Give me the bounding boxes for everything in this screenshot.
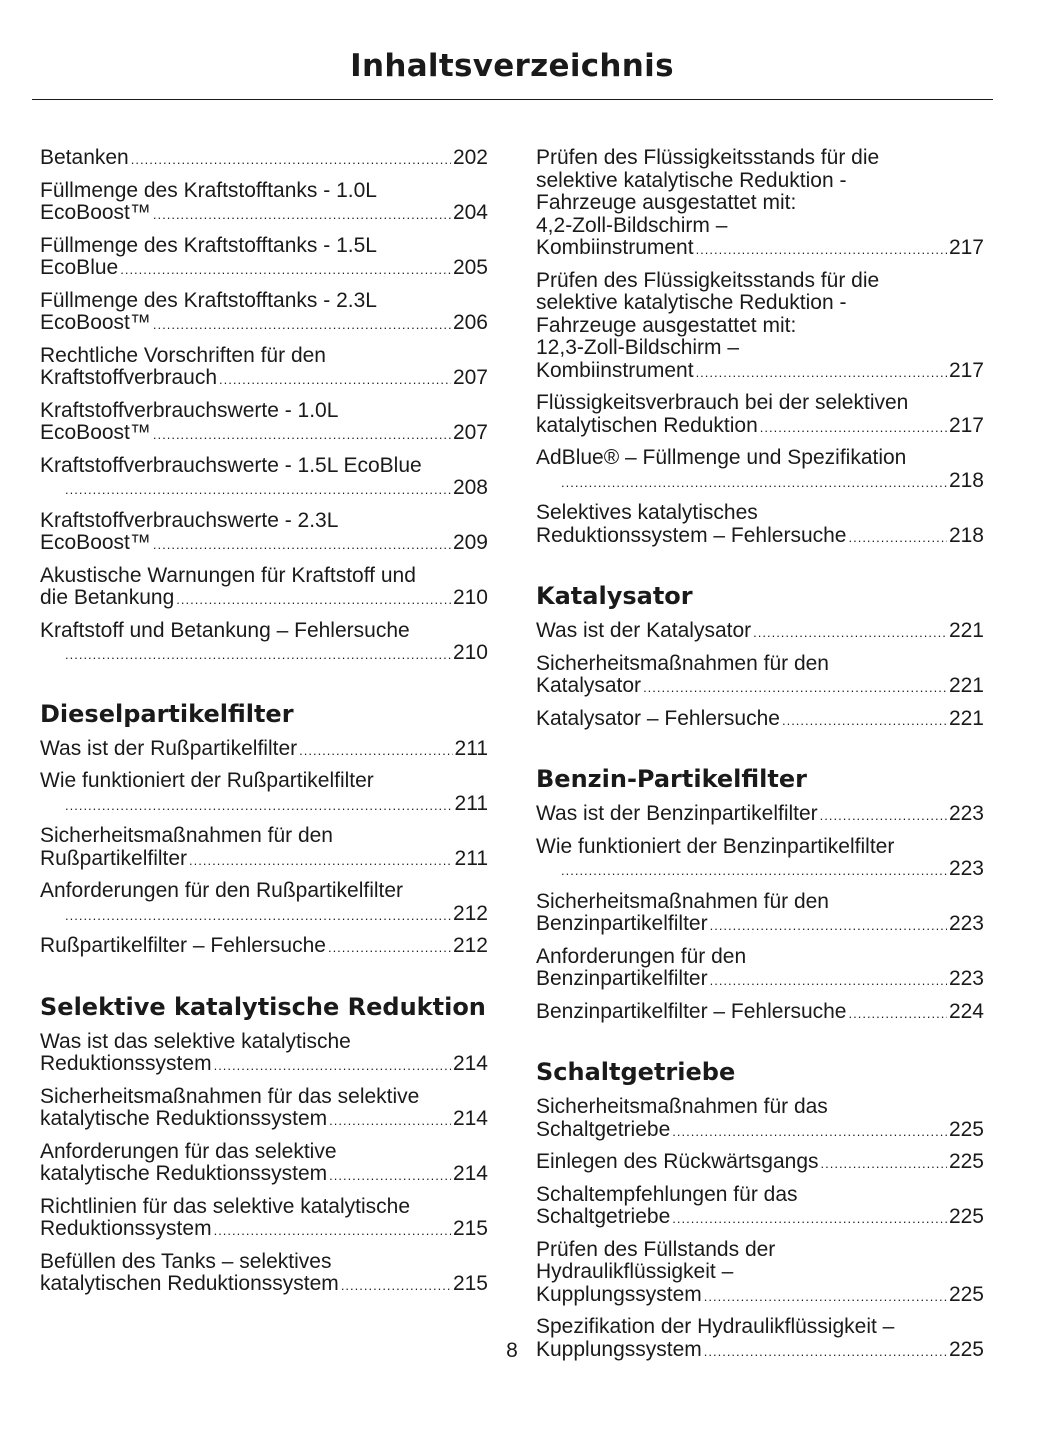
toc-entry-text: 12,3-Zoll-Bildschirm – <box>536 336 740 359</box>
toc-entry-page-number: 221 <box>948 674 984 697</box>
toc-entry-page-number: 218 <box>948 468 984 492</box>
toc-entry-page-number: 211 <box>454 791 488 815</box>
dot-leader <box>176 589 451 612</box>
toc-entry-last-line <box>63 477 488 502</box>
toc-entry-page-number: 223 <box>948 857 984 880</box>
toc-entry-page-number: 208 <box>452 476 488 499</box>
toc-entry-text: Benzinpartikelfilter <box>536 912 708 935</box>
toc-entry-page-number: 217 <box>948 413 984 437</box>
toc-entry-sicherheitsmassnahmen-fur-den[interactable] <box>536 653 984 700</box>
toc-entry-wie-funktioniert-der-russpartikelfilter[interactable] <box>40 770 488 817</box>
toc-entry-page-number: 207 <box>452 421 488 444</box>
toc-entry-last-line <box>40 1052 488 1078</box>
toc-entry-text: Sicherheitsmaßnahmen für den <box>536 651 829 675</box>
toc-entry-text: AdBlue® – Füllmenge und Spezifikation <box>536 446 907 469</box>
toc-entry-page-number: 206 <box>452 311 488 334</box>
toc-entry-text: Was ist der Rußpartikelfilter <box>40 736 298 760</box>
section-heading-dieselpartikelfilter: Dieselpartikelfilter <box>40 699 294 728</box>
toc-entry-page-number: 202 <box>452 146 488 169</box>
toc-entry-last-line <box>40 146 488 172</box>
dot-leader <box>65 644 451 667</box>
toc-entry-last-line <box>536 1205 984 1231</box>
toc-entry-last-line <box>536 912 984 938</box>
toc-entry-prufen-des-flussigkeitsstands-fur-die[interactable] <box>536 147 984 262</box>
toc-entry-last-line <box>40 1107 488 1133</box>
toc-entry-last-line <box>63 903 488 928</box>
toc-entry-page-number: 214 <box>452 1052 488 1075</box>
toc-entry-prufen-des-fullstands-der[interactable] <box>536 1239 984 1309</box>
toc-entry-text: Sicherheitsmaßnahmen für das selektive <box>40 1084 420 1108</box>
toc-entry-text: Fahrzeuge ausgestattet mit: <box>536 191 797 214</box>
dot-leader <box>329 1165 451 1188</box>
dot-leader <box>65 905 451 928</box>
toc-entry-page-number: 225 <box>948 1117 984 1141</box>
toc-entry-adblue-fullmenge-und-spezifikation[interactable] <box>536 447 984 494</box>
toc-entry-last-line <box>40 531 488 557</box>
toc-entry-text: Akustische Warnungen für Kraftstoff und <box>40 563 416 587</box>
section-heading-schaltgetriebe: Schaltgetriebe <box>536 1058 736 1086</box>
toc-entry-text: Selektives katalytisches <box>536 501 758 524</box>
dot-leader <box>782 710 947 733</box>
toc-entry-text: Einlegen des Rückwärtsgangs <box>536 1150 819 1173</box>
toc-entry-was-ist-der-katalysator[interactable] <box>536 620 984 645</box>
toc-entry-text: Was ist der Katalysator <box>536 619 752 642</box>
toc-entry-last-line <box>536 674 984 700</box>
dot-leader <box>65 479 451 502</box>
toc-entry-text: Schaltgetriebe <box>536 1205 671 1228</box>
dot-leader <box>120 259 451 282</box>
dot-leader <box>65 795 453 818</box>
toc-entry-last-line <box>536 706 984 733</box>
toc-entry-selektives-katalytisches[interactable] <box>536 502 984 549</box>
toc-entry-text: katalytischen Reduktionssystem <box>40 1272 339 1295</box>
toc-entry-page-number: 210 <box>452 641 488 664</box>
toc-entry-text: Reduktionssystem <box>40 1052 212 1075</box>
toc-entry-last-line <box>536 523 984 550</box>
toc-left-column <box>40 147 488 1306</box>
toc-entry-befullen-des-tanks-selektives[interactable] <box>40 1251 488 1298</box>
toc-entry-text: Anforderungen für das selektive <box>40 1139 337 1163</box>
toc-entry-text: katalytische Reduktionssystem <box>40 1162 328 1185</box>
toc-entry-page-number: 211 <box>454 736 488 760</box>
dot-leader <box>821 1153 947 1176</box>
dot-leader <box>696 362 947 385</box>
toc-entry-kraftstoffverbrauchswerte-1-5l-ecoblue[interactable] <box>40 455 488 502</box>
toc-entry-last-line <box>40 311 488 337</box>
toc-entry-text: Katalysator <box>536 674 642 697</box>
toc-entry-last-line <box>40 736 488 763</box>
toc-entry-text: Kraftstoffverbrauchswerte - 2.3L <box>40 508 339 532</box>
toc-entry-text: Rußpartikelfilter – Fehlersuche <box>40 934 326 957</box>
toc-entry-text: EcoBoost™ <box>40 421 151 444</box>
toc-entry-text: Rechtliche Vorschriften für den <box>40 343 326 367</box>
toc-entry-page-number: 214 <box>452 1162 488 1185</box>
dot-leader <box>760 417 947 440</box>
toc-entry-last-line <box>40 201 488 227</box>
toc-entry-last-line <box>536 967 984 993</box>
toc-entry-text: Kupplungssystem <box>536 1282 702 1306</box>
toc-entry-text: Schaltempfehlungen für das <box>536 1182 798 1206</box>
toc-entry-russpartikelfilter-fehlersuche[interactable] <box>40 935 488 960</box>
toc-entry-page-number: 215 <box>452 1217 488 1240</box>
toc-entry-text: Füllmenge des Kraftstofftanks - 1.0L <box>40 178 377 202</box>
toc-entry-text: Prüfen des Flüssigkeitsstands für die <box>536 146 880 169</box>
toc-entry-text: Kraftstoffverbrauchswerte - 1.0L <box>40 398 339 422</box>
toc-entry-text: Kombiinstrument <box>536 358 694 382</box>
dot-leader <box>753 622 947 645</box>
toc-entry-rechtliche-vorschriften-fur-den[interactable] <box>40 345 488 392</box>
dot-leader <box>219 369 451 392</box>
toc-entry-page-number: 225 <box>948 1282 984 1306</box>
toc-entry-text: selektive katalytische Reduktion - <box>536 291 847 314</box>
toc-entry-last-line <box>536 1282 984 1309</box>
toc-entry-text: Kraftstoffverbrauch <box>40 366 218 389</box>
toc-entry-anforderungen-fur-den[interactable] <box>536 946 984 993</box>
toc-entry-schaltempfehlungen-fur-das[interactable] <box>536 1184 984 1231</box>
toc-entry-last-line <box>536 1117 984 1144</box>
toc-entry-text: EcoBoost™ <box>40 531 151 554</box>
toc-entry-page-number: 212 <box>452 901 488 925</box>
toc-entry-page-number: 205 <box>452 256 488 279</box>
toc-entry-akustische-warnungen-fur-kraftstoff-und[interactable] <box>40 565 488 612</box>
toc-entry-text: katalytische Reduktionssystem <box>40 1107 328 1130</box>
toc-entry-last-line <box>536 1150 984 1176</box>
dot-leader <box>710 915 947 938</box>
toc-entry-text: EcoBoost™ <box>40 311 151 334</box>
toc-entry-flussigkeitsverbrauch-bei-der-selektiven[interactable] <box>536 392 984 439</box>
dot-leader <box>329 1110 451 1133</box>
section-heading-selektive-katalytische-reduktion: Selektive katalytische Reduktion <box>40 992 486 1021</box>
toc-entry-last-line <box>40 1217 488 1243</box>
toc-entry-text: EcoBoost™ <box>40 201 151 224</box>
toc-entry-kraftstoffverbrauchswerte-1-0l[interactable] <box>40 400 488 447</box>
page-title: Inhaltsverzeichnis <box>350 48 674 84</box>
toc-entry-last-line <box>40 586 488 612</box>
toc-entry-page-number: 210 <box>452 586 488 609</box>
toc-entry-last-line <box>536 413 984 440</box>
toc-entry-text: Flüssigkeitsverbrauch bei der selektiven <box>536 391 909 414</box>
toc-entry-page-number: 209 <box>452 531 488 554</box>
toc-entry-text: EcoBlue <box>40 256 119 279</box>
dot-leader <box>131 149 451 172</box>
toc-entry-text: Kraftstoffverbrauchswerte - 1.5L EcoBlue <box>40 453 422 477</box>
dot-leader <box>710 970 947 993</box>
toc-entry-last-line <box>536 619 984 645</box>
dot-leader <box>214 1220 451 1243</box>
dot-leader <box>643 677 947 700</box>
toc-entry-text: Füllmenge des Kraftstofftanks - 1.5L <box>40 233 377 257</box>
toc-entry-page-number: 204 <box>452 201 488 224</box>
toc-entry-page-number: 223 <box>948 912 984 935</box>
dot-leader <box>849 1003 947 1026</box>
toc-entry-last-line <box>40 421 488 447</box>
toc-entry-page-number: 217 <box>948 358 984 382</box>
toc-entry-page-number: 215 <box>452 1272 488 1295</box>
dot-leader <box>189 850 452 873</box>
toc-entry-page-number: 223 <box>948 802 984 825</box>
toc-entry-text: selektive katalytische Reduktion - <box>536 168 847 192</box>
toc-entry-text: Benzinpartikelfilter – Fehlersuche <box>536 999 847 1023</box>
toc-entry-last-line <box>40 934 488 960</box>
dot-leader <box>214 1055 451 1078</box>
toc-entry-kraftstoff-und-betankung-fehlersuche[interactable] <box>40 620 488 667</box>
toc-entry-text: die Betankung <box>40 586 175 609</box>
toc-entry-last-line <box>40 846 488 873</box>
section-heading-katalysator: Katalysator <box>536 582 693 610</box>
toc-entry-text: Wie funktioniert der Rußpartikelfilter <box>40 769 374 792</box>
dot-leader <box>153 424 451 447</box>
toc-entry-last-line <box>559 858 984 883</box>
toc-entry-sicherheitsmassnahmen-fur-den[interactable] <box>40 825 488 872</box>
toc-entry-page-number: 212 <box>452 934 488 957</box>
dot-leader <box>561 472 947 495</box>
toc-entry-last-line <box>536 802 984 828</box>
toc-entry-page-number: 211 <box>454 846 488 870</box>
toc-entry-fullmenge-des-kraftstofftanks-1-5l[interactable] <box>40 235 488 282</box>
toc-entry-kraftstoffverbrauchswerte-2-3l[interactable] <box>40 510 488 557</box>
toc-entry-last-line <box>40 1272 488 1298</box>
toc-entry-sicherheitsmassnahmen-fur-das[interactable] <box>536 1096 984 1143</box>
toc-entry-text: Was ist das selektive katalytische <box>40 1029 351 1053</box>
toc-entry-text: Sicherheitsmaßnahmen für das <box>536 1095 828 1118</box>
toc-entry-text: 4,2-Zoll-Bildschirm – <box>536 213 728 237</box>
toc-entry-text: Kombiinstrument <box>536 236 694 259</box>
toc-entry-text: Anforderungen für den Rußpartikelfilter <box>40 879 404 902</box>
toc-entry-page-number: 225 <box>948 1337 984 1361</box>
dot-leader <box>848 527 946 550</box>
toc-entry-text: Rußpartikelfilter <box>40 846 188 870</box>
toc-entry-text: Prüfen des Flüssigkeitsstands für die <box>536 268 880 292</box>
toc-entry-was-ist-das-selektive-katalytische[interactable] <box>40 1031 488 1078</box>
toc-entry-page-number: 207 <box>452 366 488 389</box>
toc-entry-text: Hydraulikflüssigkeit – <box>536 1260 734 1283</box>
toc-entry-text: Reduktionssystem – Fehlersuche <box>536 523 847 547</box>
toc-entry-text: Schaltgetriebe <box>536 1117 671 1141</box>
dot-leader <box>153 314 451 337</box>
dot-leader <box>153 204 451 227</box>
toc-entry-prufen-des-flussigkeitsstands-fur-die[interactable] <box>536 270 984 385</box>
toc-entry-was-ist-der-russpartikelfilter[interactable] <box>40 738 488 763</box>
toc-entry-text: Befüllen des Tanks – selektives <box>40 1249 332 1273</box>
toc-entry-richtlinien-fur-das-selektive-katalytisc[interactable] <box>40 1196 488 1243</box>
toc-entry-text: Fahrzeuge ausgestattet mit: <box>536 313 797 337</box>
toc-entry-text: Sicherheitsmaßnahmen für den <box>40 824 333 847</box>
toc-entry-text: Sicherheitsmaßnahmen für den <box>536 889 829 913</box>
toc-entry-last-line <box>536 236 984 262</box>
dot-leader <box>561 860 947 883</box>
toc-entry-text: Kraftstoff und Betankung – Fehlersuche <box>40 618 410 642</box>
toc-entry-last-line <box>559 470 984 495</box>
toc-entry-anforderungen-fur-den-russpartikelfilter[interactable] <box>40 880 488 927</box>
title-divider <box>32 99 993 100</box>
toc-entry-was-ist-der-benzinpartikelfilter[interactable] <box>536 803 984 828</box>
toc-entry-einlegen-des-ruckwartsgangs[interactable] <box>536 1151 984 1176</box>
dot-leader <box>672 1208 947 1231</box>
dot-leader <box>672 1121 947 1144</box>
toc-entry-text: Füllmenge des Kraftstofftanks - 2.3L <box>40 288 377 312</box>
dot-leader <box>341 1275 451 1298</box>
toc-entry-text: Richtlinien für das selektive katalytische <box>40 1194 411 1218</box>
toc-entry-text: Spezifikation der Hydraulikflüssigkeit – <box>536 1315 895 1338</box>
toc-entry-last-line <box>40 1162 488 1188</box>
toc-entry-katalysator-fehlersuche[interactable] <box>536 708 984 733</box>
toc-entry-last-line <box>536 358 984 385</box>
section-heading-benzin-partikelfilter: Benzin-Partikelfilter <box>536 765 807 793</box>
page-number: 8 <box>506 1339 518 1362</box>
toc-entry-page-number: 221 <box>948 619 984 642</box>
dot-leader <box>328 937 451 960</box>
toc-entry-fullmenge-des-kraftstofftanks-2-3l[interactable] <box>40 290 488 337</box>
toc-entry-page-number: 217 <box>948 236 984 259</box>
dot-leader <box>704 1286 947 1309</box>
toc-entry-text: Benzinpartikelfilter <box>536 967 708 990</box>
toc-entry-benzinpartikelfilter-fehlersuche[interactable] <box>536 1001 984 1026</box>
toc-entry-text: Betanken <box>40 146 129 169</box>
toc-entry-anforderungen-fur-das-selektive[interactable] <box>40 1141 488 1188</box>
toc-entry-text: Kupplungssystem <box>536 1337 702 1361</box>
dot-leader <box>299 740 452 763</box>
toc-entry-text: Was ist der Benzinpartikelfilter <box>536 802 818 825</box>
dot-leader <box>820 805 947 828</box>
toc-entry-last-line <box>40 256 488 282</box>
toc-entry-page-number: 221 <box>948 706 984 730</box>
toc-entry-wie-funktioniert-der-benzinpartikelfilte[interactable] <box>536 836 984 883</box>
toc-entry-text: Prüfen des Füllstands der <box>536 1237 776 1261</box>
toc-entry-last-line <box>40 366 488 392</box>
toc-entry-page-number: 225 <box>948 1150 984 1173</box>
dot-leader <box>696 239 947 262</box>
toc-entry-page-number: 218 <box>948 523 984 547</box>
toc-entry-text: Reduktionssystem <box>40 1217 212 1240</box>
toc-entry-sicherheitsmassnahmen-fur-das-selektive[interactable] <box>40 1086 488 1133</box>
toc-entry-last-line <box>63 793 488 818</box>
dot-leader <box>153 534 451 557</box>
toc-entry-page-number: 224 <box>948 999 984 1023</box>
toc-entry-sicherheitsmassnahmen-fur-den[interactable] <box>536 891 984 938</box>
toc-entry-last-line <box>63 642 488 667</box>
toc-entry-fullmenge-des-kraftstofftanks-1-0l[interactable] <box>40 180 488 227</box>
toc-entry-betanken[interactable] <box>40 147 488 172</box>
toc-entry-text: Wie funktioniert der Benzinpartikelfilter <box>536 834 895 858</box>
toc-entry-text: Anforderungen für den <box>536 944 747 968</box>
toc-entry-last-line <box>536 999 984 1026</box>
toc-right-column <box>536 147 984 1371</box>
toc-entry-text: Katalysator – Fehlersuche <box>536 706 780 730</box>
toc-entry-page-number: 223 <box>948 967 984 990</box>
toc-entry-page-number: 225 <box>948 1205 984 1228</box>
toc-entry-text: katalytischen Reduktion <box>536 413 758 437</box>
toc-entry-page-number: 214 <box>452 1107 488 1130</box>
